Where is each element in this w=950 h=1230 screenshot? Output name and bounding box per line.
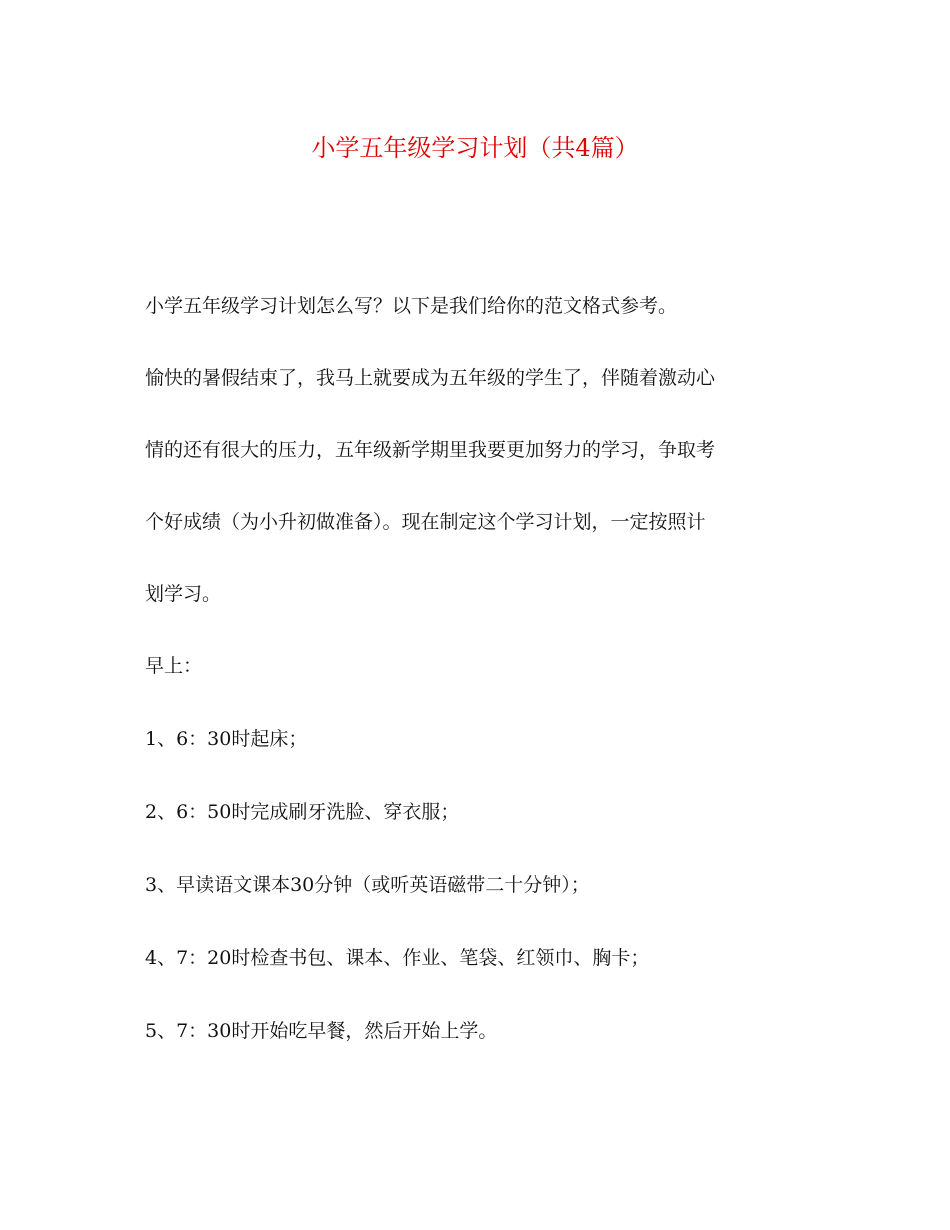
- morning-list-item: 2、6：50时完成刷牙洗脸、穿衣服；: [145, 801, 460, 823]
- body-line: 个好成绩（为小升初做准备）。现在制定这个学习计划，一定按照计: [145, 511, 706, 533]
- morning-list-item: 5、7：30时开始吃早餐，然后开始上学。: [145, 1020, 498, 1042]
- morning-heading: 早上：: [145, 655, 203, 677]
- body-line: 情的还有很大的压力，五年级新学期里我要更加努力的学习，争取考: [145, 439, 716, 461]
- morning-list-item: 4、7：20时检查书包、课本、作业、笔袋、红领巾、胸卡；: [145, 947, 650, 969]
- intro-paragraph: 小学五年级学习计划怎么写？以下是我们给你的范文格式参考。: [145, 295, 678, 317]
- document-title: 小学五年级学习计划（共4篇）: [311, 134, 639, 162]
- body-line: 愉快的暑假结束了，我马上就要成为五年级的学生了，伴随着激动心: [145, 367, 716, 389]
- morning-list-item: 1、6：30时起床；: [145, 728, 308, 750]
- morning-list-item: 3、早读语文课本30分钟（或听英语磁带二十分钟）；: [145, 874, 590, 896]
- body-line: 划学习。: [145, 583, 222, 605]
- document-body: [145, 288, 805, 1086]
